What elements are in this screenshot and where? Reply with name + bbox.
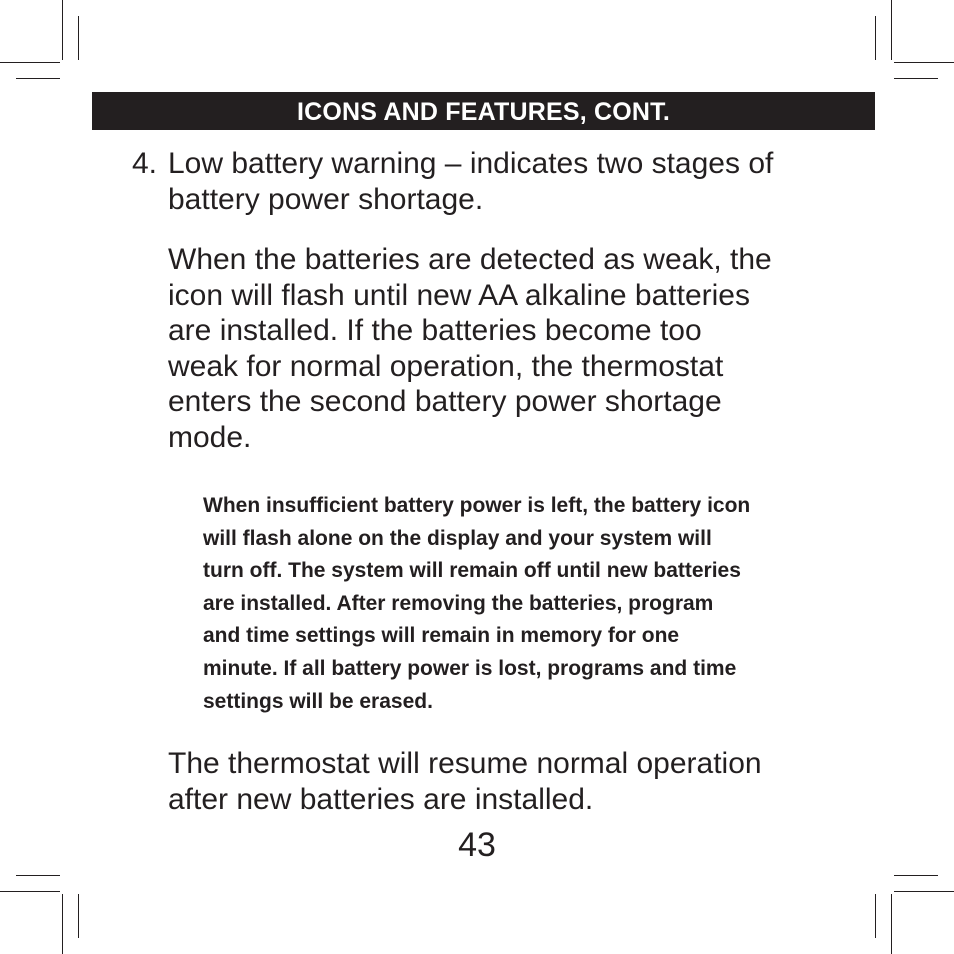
- crop-mark: [875, 16, 876, 60]
- crop-mark: [78, 894, 79, 938]
- crop-mark: [62, 894, 63, 954]
- note-paragraph: When insufficient battery power is left, the battery icon will flash alone on the display and your system will turn off. The system will remain off until new batteries are installed. After removing the batteries, program and time settings will remain in memory for one minute. If all battery power is lost, programs and time settings will be erased.: [203, 494, 751, 713]
- crop-mark: [62, 0, 63, 60]
- section-header: [92, 92, 875, 130]
- crop-mark: [891, 894, 892, 954]
- crop-mark: [894, 875, 938, 876]
- crop-mark: [0, 891, 60, 892]
- crop-mark: [894, 62, 954, 63]
- list-item-number: 4.: [132, 147, 158, 180]
- crop-mark: [16, 875, 60, 876]
- crop-mark: [894, 891, 954, 892]
- crop-mark: [78, 16, 79, 60]
- page-number: 43: [458, 826, 496, 864]
- paragraph-weak-batteries: When the batteries are detected as weak, the icon will flash until new AA alkaline batteries are installed. If the batteries become too weak for normal operation, the thermostat enters the second battery power shortage mode.: [168, 243, 772, 454]
- crop-mark: [891, 0, 892, 60]
- crop-mark: [894, 78, 938, 79]
- crop-mark: [16, 78, 60, 79]
- list-item-title: Low battery warning – indicates two stages of battery power shortage.: [168, 147, 774, 216]
- section-title: ICONS AND FEATURES, CONT.: [296, 97, 671, 126]
- crop-mark: [0, 62, 60, 63]
- crop-mark: [875, 894, 876, 938]
- paragraph-resume-operation: The thermostat will resume normal operation after new batteries are installed.: [168, 747, 762, 816]
